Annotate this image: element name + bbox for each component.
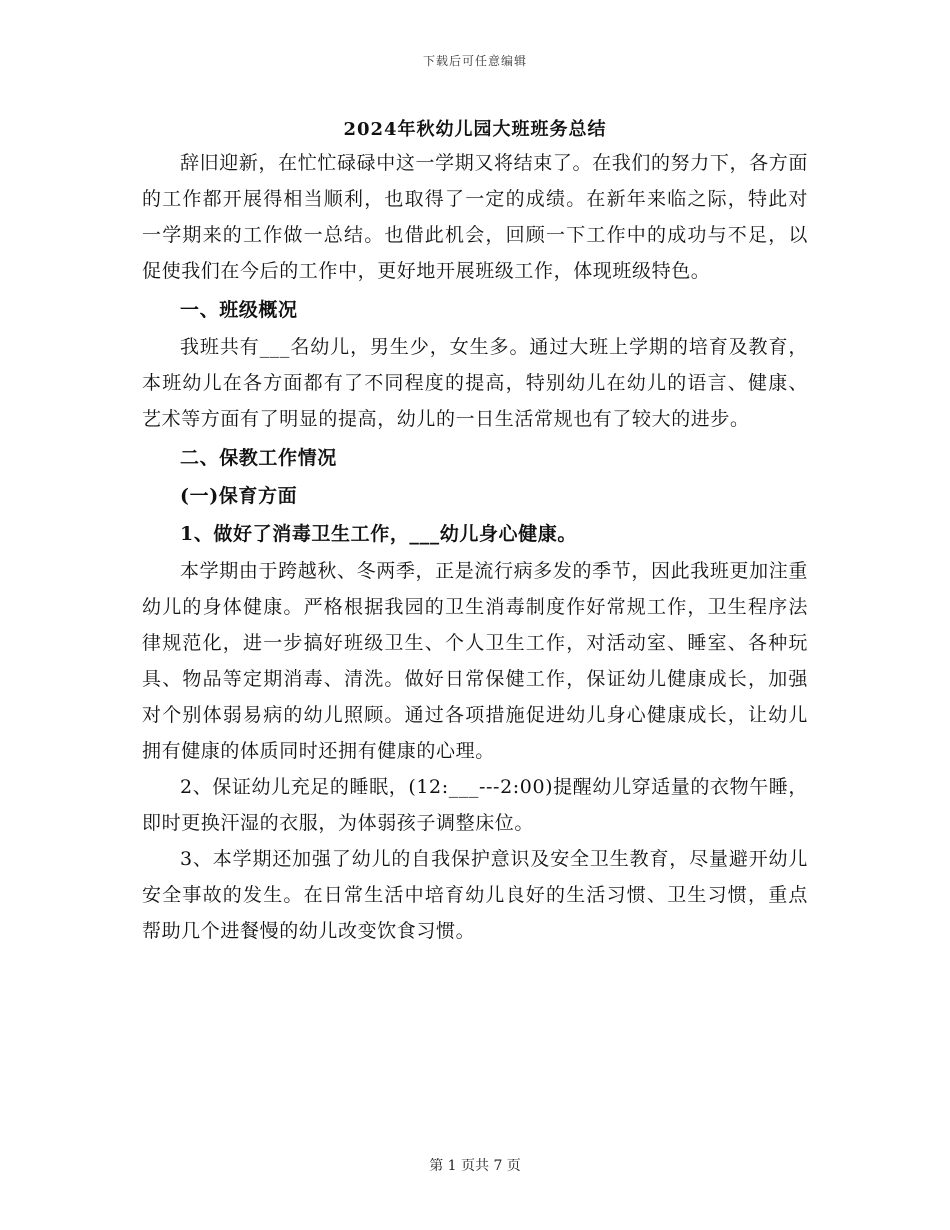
safety-paragraph: 3、本学期还加强了幼儿的自我保护意识及安全卫生教育，尽量避开幼儿安全事故的发生。在日常生活中培育幼儿良好的生活习惯、卫生习惯，重点帮助几个进餐慢的幼儿改变饮食习惯。	[142, 848, 808, 942]
page-number: 第 1 页共 7 页	[429, 1158, 521, 1174]
section-heading-care-education: 二、保教工作情况	[180, 447, 337, 469]
intro-paragraph: 辞旧迎新，在忙忙碌碌中这一学期又将结束了。在我们的努力下，各方面的工作都开展得相当顺利，也取得了一定的成绩。在新年来临之际，特此对一学期来的工作做一总结。也借此机会，回顾一下工作中的成功与不足，以促使我们在今后的工作中，更好地开展班级工作，体现班级特色。	[142, 152, 808, 282]
disinfection-paragraph: 本学期由于跨越秋、冬两季，正是流行病多发的季节，因此我班更加注重幼儿的身体健康。严格根据我园的卫生消毒制度作好常规工作，卫生程序法律规范化，进一步搞好班级卫生、个人卫生工作，对活动室、睡室、各种玩具、物品等定期消毒、清洗。做好日常保健工作，保证幼儿健康成长，加强对个别体弱易病的幼儿照顾。通过各项措施促进幼儿身心健康成长，让幼儿拥有健康的体质同时还拥有健康的心理。	[142, 560, 808, 762]
document-body	[142, 145, 808, 949]
sleep-paragraph: 2、保证幼儿充足的睡眠，(12:___---2:00)提醒幼儿穿适量的衣物午睡，即时更换汗湿的衣服，为体弱孩子调整床位。	[142, 776, 808, 834]
section-heading-class-overview: 一、班级概况	[180, 299, 298, 321]
subsection-heading-care: (一)保育方面	[180, 485, 298, 507]
class-overview-paragraph: 我班共有___名幼儿，男生少，女生多。通过大班上学期的培育及教育，本班幼儿在各方面都有了不同程度的提高，特别幼儿在幼儿的语言、健康、艺术等方面有了明显的提高，幼儿的一日生活常规也有了较大的进步。	[142, 336, 808, 430]
document-title: 2024年秋幼儿园大班班务总结	[343, 119, 607, 140]
header-note: 下载后可任意编辑	[422, 54, 527, 68]
item-heading-disinfection: 1、做好了消毒卫生工作，___幼儿身心健康。	[180, 523, 577, 545]
